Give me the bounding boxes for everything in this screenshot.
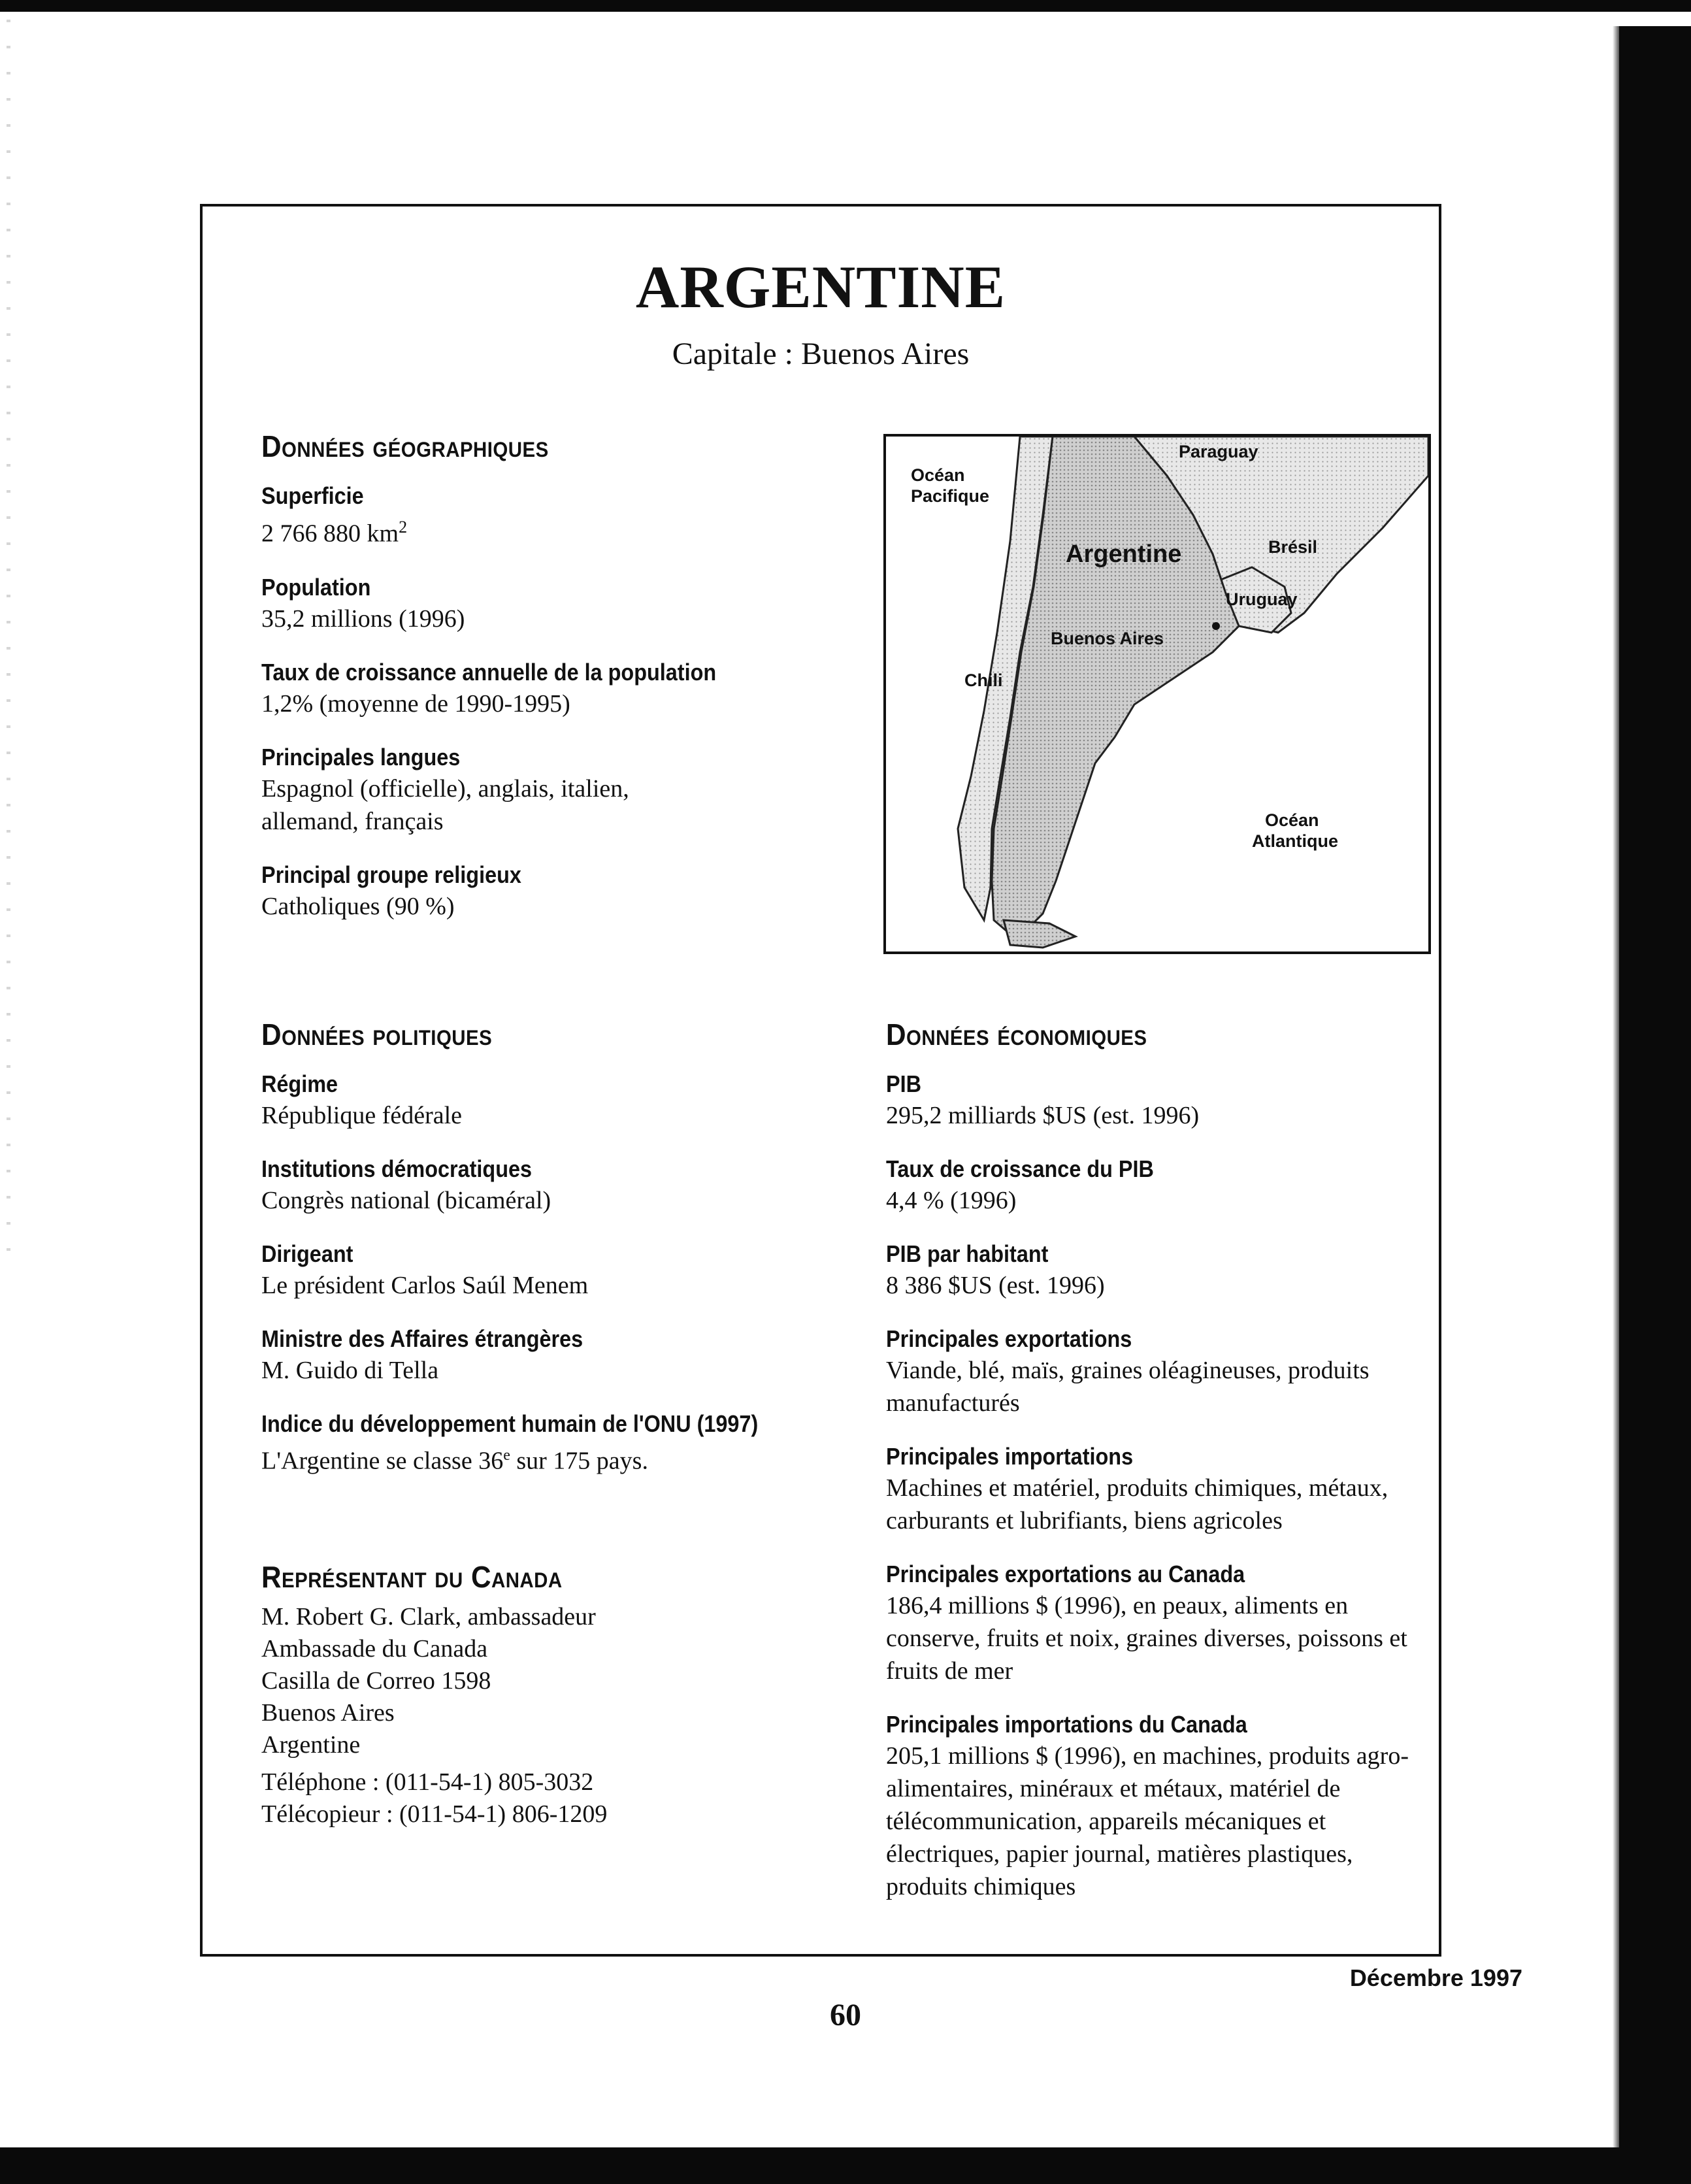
field-label: Principales importations [886,1443,1134,1470]
map-label: Océan [1265,810,1319,830]
pol-field-regime [261,1069,836,1132]
geo-field-population [261,572,836,635]
map-label: Océan [911,465,965,485]
field-value: 8 386 $US (est. 1996) [886,1272,1105,1299]
country-title: ARGENTINE [635,254,1006,320]
eco-field-imports-canada [886,1710,1428,1903]
field-value: 1,2% (moyenne de 1990-1995) [261,689,570,718]
eco-field-gdp-capita [886,1239,1428,1302]
geo-field-growth [261,657,836,720]
field-value: Le président Carlos Saúl Menem [261,1272,589,1299]
eco-section [886,1017,1428,1925]
argentina-map [883,434,1431,954]
eco-field-exports-canada [886,1559,1428,1687]
rep-phone: Téléphone : (011-54-1) 805-3032 [261,1768,594,1796]
capital-line: Capitale : Buenos Aires [672,337,970,371]
geo-title: Données géographiques [261,429,549,463]
map-svg [886,437,1428,951]
eco-field-gdp-growth [886,1154,1428,1217]
pol-field-institutions [261,1154,836,1217]
field-value: Espagnol (officielle), anglais, italien, allemand, français [261,774,629,835]
field-label: Dirigeant [261,1240,353,1267]
field-value: Machines et matériel, produits chimiques, métaux, carburants et lubrifiants, biens agricoles [886,1474,1388,1534]
field-value: 35,2 millions (1996) [261,604,465,633]
rep-line: Ambassade du Canada [261,1635,488,1663]
field-label: Principales exportations au Canada [886,1561,1245,1587]
scan-bottom-edge [0,2147,1691,2184]
map-label: Paraguay [1179,442,1258,461]
field-value: Catholiques (90 %) [261,892,455,920]
field-value: 205,1 millions $ (1996), en machines, produits agro-alimentaires, minéraux et métaux, matériel de télécommunication, appareils mécaniques et électriques, papier journal, matières plastiques, produits chimiques [886,1742,1409,1900]
buenos-aires-dot [1212,622,1220,630]
geo-field-religion [261,860,836,923]
pol-title: Données politiques [261,1018,493,1051]
scan-left-specks [7,20,10,1261]
rep-title: Représentant du Canada [261,1560,563,1594]
field-value: 295,2 milliards $US (est. 1996) [886,1102,1200,1129]
map-label: Atlantique [1252,831,1338,851]
map-label: Uruguay [1226,589,1298,609]
map-label: Argentine [1066,540,1182,568]
geo-field-area [261,481,836,550]
eco-title: Données économiques [886,1018,1147,1051]
rep-line: M. Robert G. Clark, ambassadeur [261,1603,596,1630]
fact-sheet-frame [200,204,1441,1957]
field-label: Indice du développement humain de l'ONU (1997) [261,1410,759,1437]
field-label: Principales importations du Canada [886,1711,1247,1738]
eco-field-exports [886,1324,1428,1419]
geo-section [261,429,836,945]
pol-field-minister [261,1324,836,1387]
field-value: Viande, blé, maïs, graines oléagineuses, produits manufacturés [886,1357,1370,1417]
pol-field-leader [261,1239,836,1302]
map-label: Brésil [1268,537,1318,557]
field-label: Principal groupe religieux [261,861,521,888]
rep-line: Casilla de Correo 1598 [261,1667,491,1695]
field-value: 4,4 % (1996) [886,1187,1017,1214]
field-label: Superficie [261,482,364,509]
pol-section [261,1017,836,1500]
map-label: Chili [964,670,1003,690]
field-label: Taux de croissance du PIB [886,1155,1154,1182]
eco-field-imports [886,1442,1428,1537]
scan-top-edge [0,0,1691,12]
map-label: Pacifique [911,486,990,506]
rep-section [261,1559,836,1830]
rep-line: Argentine [261,1731,361,1759]
field-value: 2 766 880 $km^2$ [261,518,408,548]
pol-field-hdi [261,1409,836,1478]
field-label: Population [261,573,371,601]
field-value: Congrès national (bicaméral) [261,1187,551,1214]
field-label: Taux de croissance annuelle de la population [261,658,717,686]
field-label: PIB [886,1070,922,1097]
field-label: Ministre des Affaires étrangères [261,1325,583,1352]
eco-field-gdp [886,1069,1428,1132]
scan-right-edge [1619,26,1691,2184]
field-value: République fédérale [261,1102,463,1129]
field-value: M. Guido di Tella [261,1357,439,1384]
field-value: 186,4 millions $ (1996), en peaux, aliments en conserve, fruits et noix, graines diverses, poissons et fruits de mer [886,1592,1407,1685]
tierra-del-fuego [1004,920,1075,948]
rep-line: Buenos Aires [261,1699,395,1727]
issue-date: Décembre 1997 [1349,1964,1522,1991]
rep-fax: Télécopieur : (011-54-1) 806-1209 [261,1800,608,1828]
field-label: Régime [261,1070,338,1097]
field-label: Principales langues [261,743,461,770]
field-label: Institutions démocratiques [261,1155,533,1182]
geo-field-languages [261,742,836,838]
field-label: PIB par habitant [886,1240,1049,1267]
scan-right-shadow [1613,26,1619,2184]
field-value: L'Argentine se classe 36e sur 175 pays. [261,1447,648,1475]
page-number: 60 [830,1998,861,2032]
map-label: Buenos Aires [1051,629,1164,648]
field-label: Principales exportations [886,1325,1132,1352]
